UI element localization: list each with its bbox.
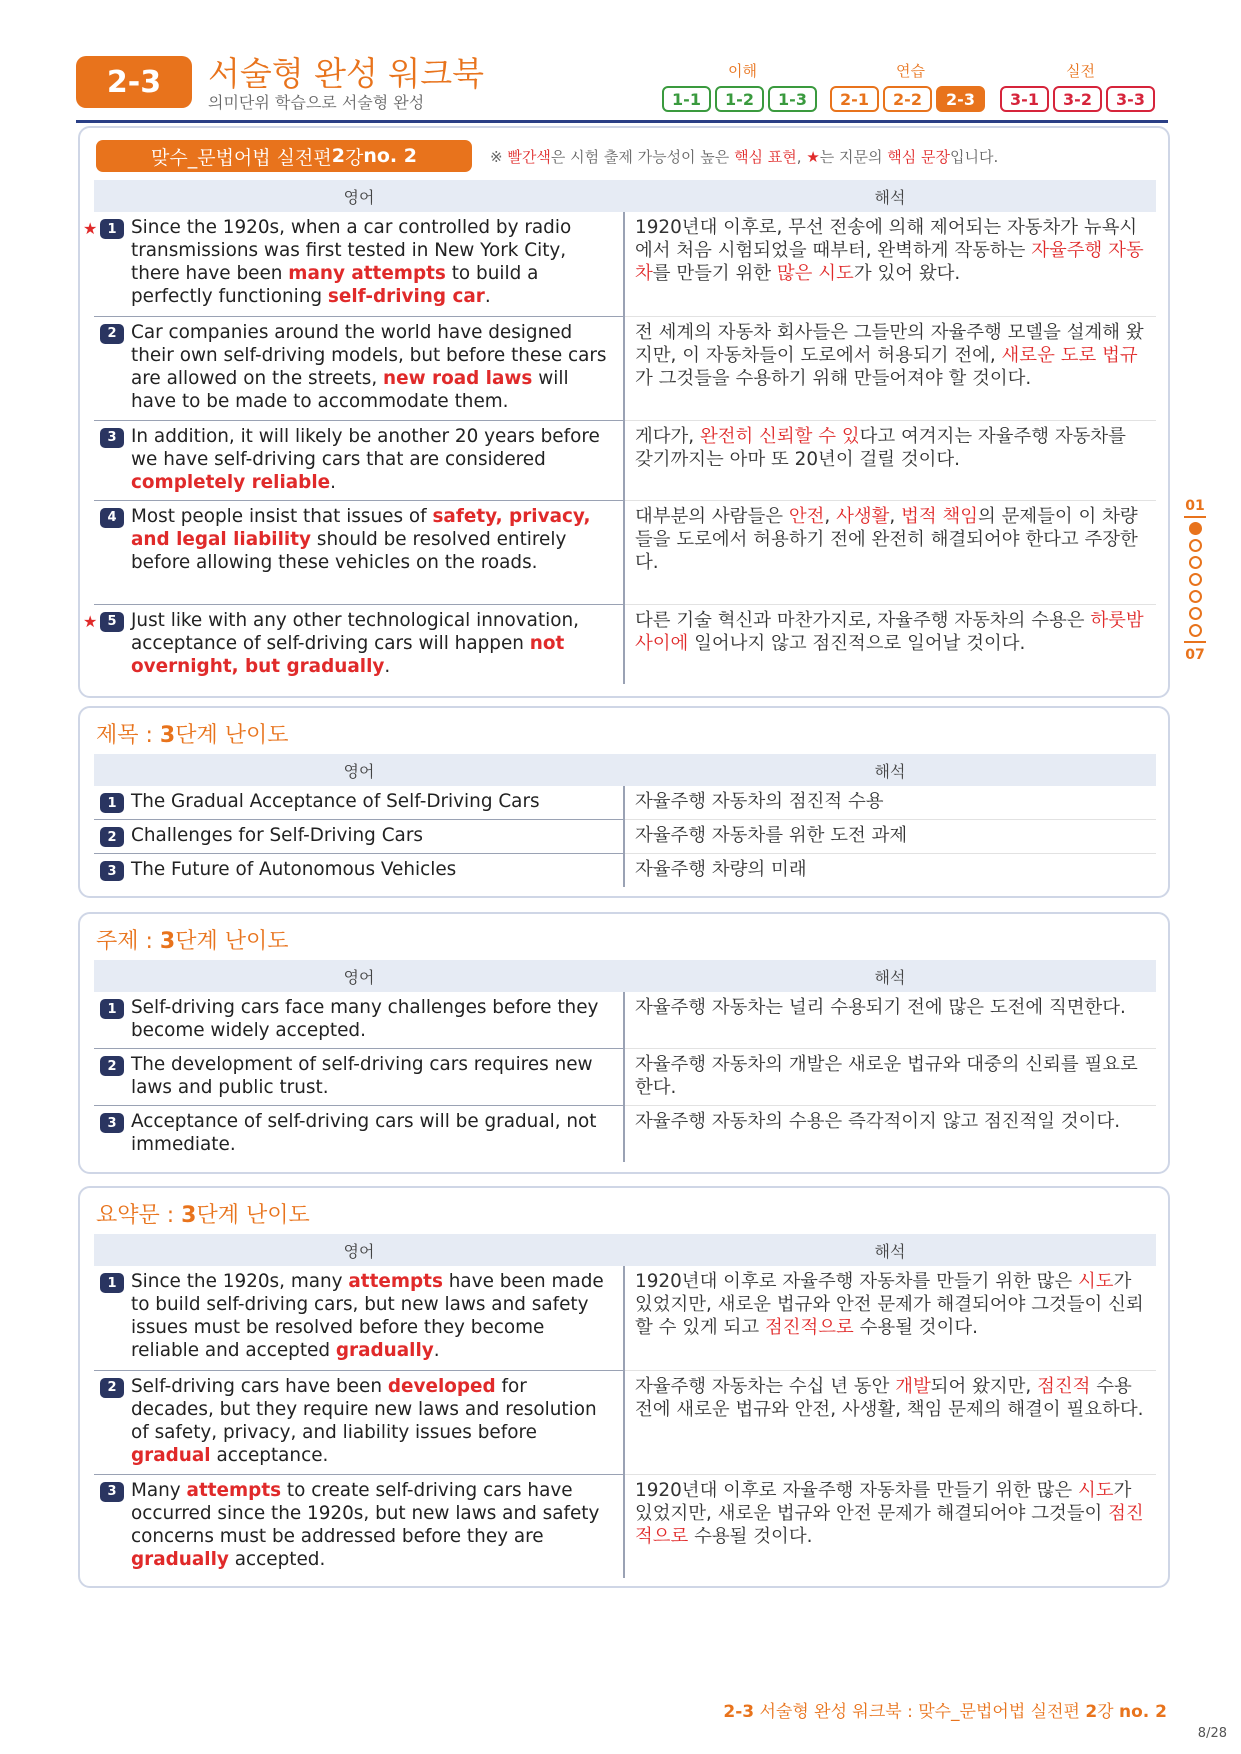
notice-red: 핵심 표현 bbox=[734, 148, 797, 166]
title-option: 1 The Gradual Acceptance of Self-Driving Cars bbox=[94, 786, 624, 820]
step-2-2[interactable]: 2-2 bbox=[883, 86, 932, 112]
table-row bbox=[94, 316, 1156, 420]
star-icon: ★ bbox=[83, 219, 98, 238]
passage-badge-no: no. 2 bbox=[363, 145, 417, 167]
notice-part: 은 시험 출제 가능성이 높은 bbox=[550, 148, 735, 166]
notice-part: 입니다. bbox=[950, 148, 999, 166]
side-dot-7[interactable] bbox=[1189, 624, 1202, 637]
title-card bbox=[78, 706, 1170, 898]
stage-label-practice: 연습 bbox=[896, 62, 925, 80]
passage-badge-lesson: 2 bbox=[331, 145, 345, 167]
side-dot-1[interactable] bbox=[1189, 522, 1202, 535]
table-row bbox=[94, 992, 1156, 1049]
table-row bbox=[94, 820, 1156, 854]
table-row bbox=[94, 420, 1156, 500]
table-row bbox=[94, 786, 1156, 820]
table-row bbox=[94, 604, 1156, 684]
side-nav bbox=[1180, 498, 1210, 663]
summary-translation: 1920년대 이후로 자율주행 자동차를 만들기 위한 많은 시도가 있었지만, 새로운 법규와 안전 문제가 해결되어야 그것들이 신뢰할 수 있게 되고 점진적으로 수용될 것이다. bbox=[624, 1266, 1156, 1370]
english-sentence: 4 Most people insist that issues of safety, privacy, and legal liability should be resolved entirely before allowing these vehicles on the roads. bbox=[94, 500, 624, 604]
notice-part: , bbox=[796, 148, 807, 166]
sentence-number: 1 bbox=[100, 219, 124, 239]
table-row bbox=[94, 1370, 1156, 1474]
passage-badge bbox=[96, 140, 472, 172]
side-dot-4[interactable] bbox=[1189, 573, 1202, 586]
side-nav-first: 01 bbox=[1185, 498, 1205, 514]
sentence-number: 4 bbox=[100, 508, 124, 528]
table-row bbox=[94, 1049, 1156, 1106]
table-row bbox=[94, 1474, 1156, 1578]
title-translation: 자율주행 자동차의 점진적 수용 bbox=[624, 786, 1156, 820]
col-header-translation: 해석 bbox=[624, 960, 1156, 992]
page-title: 서술형 완성 워크북 bbox=[208, 54, 485, 93]
korean-translation: 게다가, 완전히 신뢰할 수 있다고 여겨지는 자율주행 자동차를 갖기까지는 아마 또 20년이 걸릴 것이다. bbox=[624, 420, 1156, 500]
korean-translation: 전 세계의 자동차 회사들은 그들만의 자율주행 모델을 설계해 왔지만, 이 자동차들이 도로에서 허용되기 전에, 새로운 도로 법규가 그것들을 수용하기 위해 만들어져야 할 것이다. bbox=[624, 316, 1156, 420]
col-header-english: 영어 bbox=[94, 1234, 624, 1266]
step-1-2[interactable]: 1-2 bbox=[715, 86, 764, 112]
title-translation: 자율주행 차량의 미래 bbox=[635, 859, 807, 880]
passage-badge-prefix: 맞수_문법어법 실전편 bbox=[151, 146, 332, 169]
side-dot-3[interactable] bbox=[1189, 556, 1202, 569]
col-header-english: 영어 bbox=[94, 960, 624, 992]
summary-translation: 자율주행 자동차는 수십 년 동안 개발되어 왔지만, 점진적 수용 전에 새로운 법규와 안전, 사생활, 책임 문제의 해결이 필요하다. bbox=[624, 1370, 1156, 1474]
passage-badge-mid: 강 bbox=[344, 146, 364, 169]
step-2-1[interactable]: 2-1 bbox=[830, 86, 879, 112]
option-number: 3 bbox=[100, 861, 124, 881]
option-number: 2 bbox=[100, 1378, 124, 1398]
summary-option: 3 Many attempts to create self-driving cars have occurred since the 1920s, but new laws and safety concerns must be addressed before they are gradually accepted. bbox=[94, 1474, 624, 1578]
english-sentence: ★ 5 Just like with any other technological innovation, acceptance of self-driving cars will happen not overnight, but gradually. bbox=[94, 604, 624, 684]
option-number: 1 bbox=[100, 999, 124, 1019]
step-group-practice bbox=[828, 84, 987, 118]
korean-translation: 대부분의 사람들은 안전, 사생활, 법적 책임의 문제들이 이 차량들을 도로에서 허용하기 전에 완전히 해결되어야 한다고 주장한다. bbox=[624, 500, 1156, 604]
theme-translation: 자율주행 자동차의 개발은 새로운 법규와 대중의 신뢰를 필요로 한다. bbox=[624, 1049, 1156, 1106]
step-2-3-active[interactable]: 2-3 bbox=[936, 86, 985, 112]
theme-translation: 자율주행 자동차는 널리 수용되기 전에 많은 도전에 직면한다. bbox=[624, 992, 1156, 1049]
english-sentence: ★ 1 Since the 1920s, when a car controlled by radio transmissions was first tested in New York City, there have been many attempts to build a perfectly functioning self-driving car. bbox=[94, 212, 624, 316]
title-translation: 자율주행 자동차를 위한 도전 과제 bbox=[624, 820, 1156, 854]
side-nav-last: 07 bbox=[1185, 647, 1205, 663]
summary-card bbox=[78, 1186, 1170, 1588]
page-subtitle: 의미단위 학습으로 서술형 완성 bbox=[208, 93, 425, 112]
english-sentence: 2 Car companies around the world have designed their own self-driving models, but before these cars are allowed on the streets, new road laws will have to be made to accommodate them. bbox=[94, 316, 624, 420]
step-1-3[interactable]: 1-3 bbox=[768, 86, 817, 112]
theme-option: 1 Self-driving cars face many challenges before they become widely accepted. bbox=[94, 992, 624, 1049]
passage-table bbox=[83, 180, 1156, 684]
step-1-1[interactable]: 1-1 bbox=[662, 86, 711, 112]
notice-red: 핵심 문장 bbox=[887, 148, 951, 166]
stage-label-understand: 이해 bbox=[728, 62, 757, 80]
summary-translation: 1920년대 이후로 자율주행 자동차를 만들기 위한 많은 시도가 있었지만, 새로운 법규와 안전 문제가 해결되어야 그것들이 점진적으로 수용될 것이다. bbox=[635, 1479, 1144, 1547]
side-nav-rule bbox=[1184, 516, 1206, 518]
summary-table bbox=[94, 1234, 1156, 1578]
side-nav-rule bbox=[1184, 641, 1206, 643]
sentence-number: 5 bbox=[100, 612, 124, 632]
table-row bbox=[94, 854, 1156, 888]
table-row bbox=[94, 212, 1156, 316]
col-header-translation: 해석 bbox=[624, 754, 1156, 786]
theme-option: 2 The development of self-driving cars requires new laws and public trust. bbox=[94, 1049, 624, 1106]
notice-red: 빨간색 bbox=[507, 148, 551, 166]
section-title-theme: 주제 : 3단계 난이도 bbox=[96, 929, 289, 954]
title-option: 3 The Future of Autonomous Vehicles bbox=[94, 854, 624, 888]
notice-part: ※ bbox=[490, 148, 508, 166]
option-number: 2 bbox=[100, 827, 124, 847]
summary-option: 2 Self-driving cars have been developed for decades, but they require new laws and resolution of safety, privacy, and liability issues before gradual acceptance. bbox=[94, 1370, 624, 1474]
option-number: 3 bbox=[100, 1113, 124, 1133]
table-row bbox=[94, 1266, 1156, 1370]
theme-table bbox=[94, 960, 1156, 1162]
option-number: 1 bbox=[100, 1273, 124, 1293]
summary-option: 1 Since the 1920s, many attempts have been made to build self-driving cars, but new laws and safety issues must be resolved before they become reliable and accepted gradually. bbox=[94, 1266, 624, 1370]
col-header-translation: 해석 bbox=[624, 1234, 1156, 1266]
table-row bbox=[94, 500, 1156, 604]
unit-badge: 2-3 bbox=[76, 56, 192, 108]
korean-translation: 1920년대 이후로, 무선 전송에 의해 제어되는 자동차가 뉴욕시에서 처음 시험되었을 때부터, 완벽하게 작동하는 자율주행 자동차를 만들기 위한 많은 시도가 있어 왔다. bbox=[624, 212, 1156, 316]
english-sentence: 3 In addition, it will likely be another 20 years before we have self-driving cars that are considered completely reliable. bbox=[94, 420, 624, 500]
option-number: 2 bbox=[100, 1056, 124, 1076]
section-title-title: 제목 : 3단계 난이도 bbox=[96, 723, 289, 748]
title-option: 2 Challenges for Self-Driving Cars bbox=[94, 820, 624, 854]
star-icon: ★ bbox=[83, 611, 98, 631]
theme-translation: 자율주행 자동차의 수용은 즉각적이지 않고 점진적일 것이다. bbox=[635, 1111, 1121, 1132]
col-header-english: 영어 bbox=[94, 754, 624, 786]
page-number: 8/28 bbox=[1197, 1726, 1227, 1741]
step-group-real bbox=[998, 84, 1157, 118]
table-row bbox=[94, 1106, 1156, 1163]
korean-translation: 다른 기술 혁신과 마찬가지로, 자율주행 자동차의 수용은 하룻밤 사이에 일어나지 않고 점진적으로 일어날 것이다. bbox=[635, 609, 1144, 654]
col-header-translation: 해석 bbox=[624, 180, 1156, 212]
side-dot-5[interactable] bbox=[1189, 590, 1202, 603]
passage-card bbox=[78, 126, 1170, 698]
col-header-english: 영어 bbox=[94, 180, 624, 212]
theme-option: 3 Acceptance of self-driving cars will be gradual, not immediate. bbox=[94, 1106, 624, 1163]
option-number: 1 bbox=[100, 793, 124, 813]
step-3-3[interactable]: 3-3 bbox=[1106, 86, 1155, 112]
option-number: 3 bbox=[100, 1482, 124, 1502]
notice-star: ★ bbox=[806, 148, 820, 166]
footer-text: 2-3 서술형 완성 워크북 : 맞수_문법어법 실전편 2강 no. 2 bbox=[723, 1702, 1167, 1722]
step-group-understand bbox=[660, 84, 819, 118]
notice-text bbox=[490, 146, 998, 167]
section-title-summary: 요약문 : 3단계 난이도 bbox=[96, 1203, 310, 1228]
sentence-number: 2 bbox=[100, 324, 124, 344]
notice-part: 는 지문의 bbox=[819, 148, 888, 166]
side-dot-2[interactable] bbox=[1189, 539, 1202, 552]
step-3-1[interactable]: 3-1 bbox=[1000, 86, 1049, 112]
sentence-number: 3 bbox=[100, 428, 124, 448]
stage-label-real: 실전 bbox=[1066, 62, 1095, 80]
title-table bbox=[94, 754, 1156, 887]
step-3-2[interactable]: 3-2 bbox=[1053, 86, 1102, 112]
header-rule bbox=[76, 120, 1168, 123]
side-dot-6[interactable] bbox=[1189, 607, 1202, 620]
theme-card bbox=[78, 912, 1170, 1174]
